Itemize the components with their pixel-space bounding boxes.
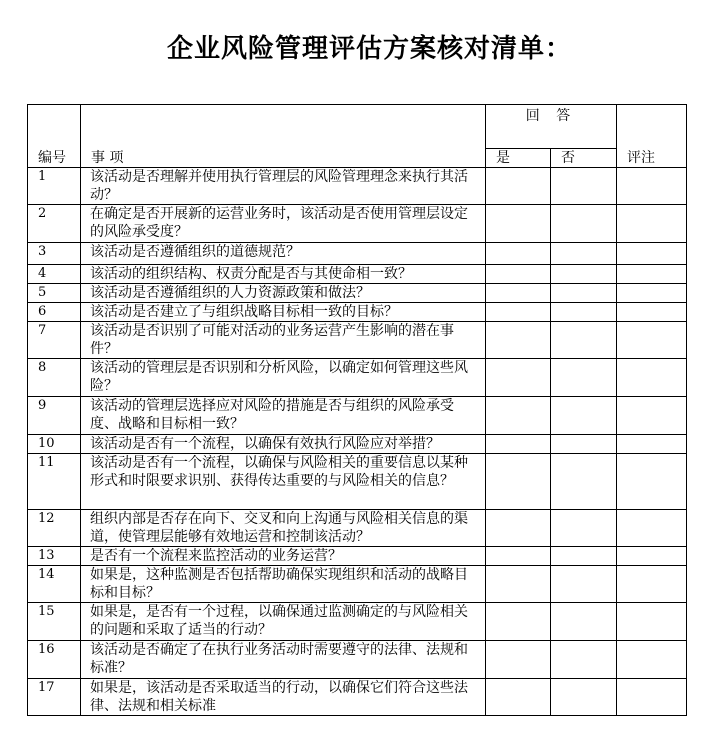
answer-no-cell[interactable] xyxy=(551,322,617,359)
row-number: 12 xyxy=(28,510,81,547)
header-number: 编号 xyxy=(28,105,81,168)
row-number: 2 xyxy=(28,205,81,243)
table-row xyxy=(28,641,687,679)
header-comment: 评注 xyxy=(617,105,687,168)
answer-yes-cell[interactable] xyxy=(486,359,551,397)
table-row xyxy=(28,435,687,454)
comment-cell[interactable] xyxy=(617,284,687,303)
answer-no-cell[interactable] xyxy=(551,303,617,322)
answer-no-cell[interactable] xyxy=(551,397,617,435)
row-number: 4 xyxy=(28,265,81,284)
table-row xyxy=(28,566,687,603)
answer-yes-cell[interactable] xyxy=(486,168,551,205)
answer-yes-cell[interactable] xyxy=(486,205,551,243)
comment-cell[interactable] xyxy=(617,265,687,284)
row-number: 1 xyxy=(28,168,81,205)
row-question: 该活动是否遵循组织的道德规范？ xyxy=(81,243,486,265)
answer-yes-cell[interactable] xyxy=(486,679,551,716)
comment-cell[interactable] xyxy=(617,547,687,566)
answer-no-cell[interactable] xyxy=(551,265,617,284)
row-question: 该活动的管理层选择应对风险的措施是否与组织的风险承受度、战略和目标相一致？ xyxy=(81,397,486,435)
row-number: 5 xyxy=(28,284,81,303)
comment-cell[interactable] xyxy=(617,205,687,243)
comment-cell[interactable] xyxy=(617,603,687,641)
row-number: 8 xyxy=(28,359,81,397)
comment-cell[interactable] xyxy=(617,397,687,435)
table-row xyxy=(28,454,687,510)
row-question: 该活动是否遵循组织的人力资源政策和做法？ xyxy=(81,284,486,303)
row-number: 15 xyxy=(28,603,81,641)
comment-cell[interactable] xyxy=(617,510,687,547)
row-number: 13 xyxy=(28,547,81,566)
comment-cell[interactable] xyxy=(617,168,687,205)
row-question: 如果是，是否有一个过程，以确保通过监测确定的与风险相关的问题和采取了适当的行动？ xyxy=(81,603,486,641)
answer-no-cell[interactable] xyxy=(551,510,617,547)
answer-no-cell[interactable] xyxy=(551,168,617,205)
answer-no-cell[interactable] xyxy=(551,284,617,303)
table-row xyxy=(28,510,687,547)
comment-cell[interactable] xyxy=(617,679,687,716)
row-number: 10 xyxy=(28,435,81,454)
row-number: 17 xyxy=(28,679,81,716)
header-yes: 是 xyxy=(486,149,551,168)
row-number: 11 xyxy=(28,454,81,510)
table-row xyxy=(28,265,687,284)
checklist-table xyxy=(27,104,687,716)
table-row xyxy=(28,303,687,322)
table-row xyxy=(28,284,687,303)
answer-yes-cell[interactable] xyxy=(486,322,551,359)
answer-no-cell[interactable] xyxy=(551,679,617,716)
comment-cell[interactable] xyxy=(617,243,687,265)
answer-no-cell[interactable] xyxy=(551,359,617,397)
comment-cell[interactable] xyxy=(617,303,687,322)
row-number: 7 xyxy=(28,322,81,359)
answer-yes-cell[interactable] xyxy=(486,303,551,322)
row-question: 该活动的管理层是否识别和分析风险，以确定如何管理这些风险？ xyxy=(81,359,486,397)
comment-cell[interactable] xyxy=(617,322,687,359)
answer-no-cell[interactable] xyxy=(551,243,617,265)
table-row xyxy=(28,359,687,397)
table-row xyxy=(28,322,687,359)
row-question: 该活动是否有一个流程，以确保与风险相关的重要信息以某种形式和时限要求识别、获得传达重要的与风险相关的信息？ xyxy=(81,454,486,510)
answer-no-cell[interactable] xyxy=(551,205,617,243)
answer-yes-cell[interactable] xyxy=(486,566,551,603)
answer-yes-cell[interactable] xyxy=(486,284,551,303)
table-row xyxy=(28,205,687,243)
comment-cell[interactable] xyxy=(617,641,687,679)
answer-yes-cell[interactable] xyxy=(486,397,551,435)
comment-cell[interactable] xyxy=(617,435,687,454)
header-answer: 回 答 xyxy=(486,105,617,149)
comment-cell[interactable] xyxy=(617,454,687,510)
answer-no-cell[interactable] xyxy=(551,641,617,679)
table-row xyxy=(28,168,687,205)
row-question: 该活动是否有一个流程，以确保有效执行风险应对举措？ xyxy=(81,435,486,454)
table-row xyxy=(28,679,687,716)
answer-no-cell[interactable] xyxy=(551,435,617,454)
row-number: 3 xyxy=(28,243,81,265)
comment-cell[interactable] xyxy=(617,566,687,603)
header-no: 否 xyxy=(551,149,617,168)
answer-yes-cell[interactable] xyxy=(486,454,551,510)
row-number: 6 xyxy=(28,303,81,322)
answer-yes-cell[interactable] xyxy=(486,265,551,284)
header-item: 事 项 xyxy=(81,105,486,168)
answer-no-cell[interactable] xyxy=(551,603,617,641)
answer-yes-cell[interactable] xyxy=(486,547,551,566)
answer-no-cell[interactable] xyxy=(551,547,617,566)
row-question: 该活动的组织结构、权责分配是否与其使命相一致？ xyxy=(81,265,486,284)
page-title: 企业风险管理评估方案核对清单： xyxy=(166,34,572,64)
row-question: 如果是，这种监测是否包括帮助确保实现组织和活动的战略目标和目标？ xyxy=(81,566,486,603)
table-row xyxy=(28,243,687,265)
answer-yes-cell[interactable] xyxy=(486,243,551,265)
row-number: 9 xyxy=(28,397,81,435)
answer-yes-cell[interactable] xyxy=(486,641,551,679)
row-question: 该活动是否建立了与组织战略目标相一致的目标？ xyxy=(81,303,486,322)
row-number: 14 xyxy=(28,566,81,603)
row-question: 该活动是否识别了可能对活动的业务运营产生影响的潜在事件？ xyxy=(81,322,486,359)
row-question: 是否有一个流程来监控活动的业务运营？ xyxy=(81,547,486,566)
row-question: 该活动是否理解并使用执行管理层的风险管理理念来执行其活动？ xyxy=(81,168,486,205)
table-row xyxy=(28,603,687,641)
row-question: 组织内部是否存在向下、交叉和向上沟通与风险相关信息的渠道，使管理层能够有效地运营和控制该活动？ xyxy=(81,510,486,547)
row-question: 在确定是否开展新的运营业务时，该活动是否使用管理层设定的风险承受度？ xyxy=(81,205,486,243)
row-number: 16 xyxy=(28,641,81,679)
answer-yes-cell[interactable] xyxy=(486,435,551,454)
answer-no-cell[interactable] xyxy=(551,454,617,510)
table-row xyxy=(28,397,687,435)
row-question: 如果是，该活动是否采取适当的行动，以确保它们符合这些法律、法规和相关标准 xyxy=(81,679,486,716)
table-row xyxy=(28,547,687,566)
comment-cell[interactable] xyxy=(617,359,687,397)
row-question: 该活动是否确定了在执行业务活动时需要遵守的法律、法规和标准？ xyxy=(81,641,486,679)
answer-no-cell[interactable] xyxy=(551,566,617,603)
answer-yes-cell[interactable] xyxy=(486,510,551,547)
answer-yes-cell[interactable] xyxy=(486,603,551,641)
